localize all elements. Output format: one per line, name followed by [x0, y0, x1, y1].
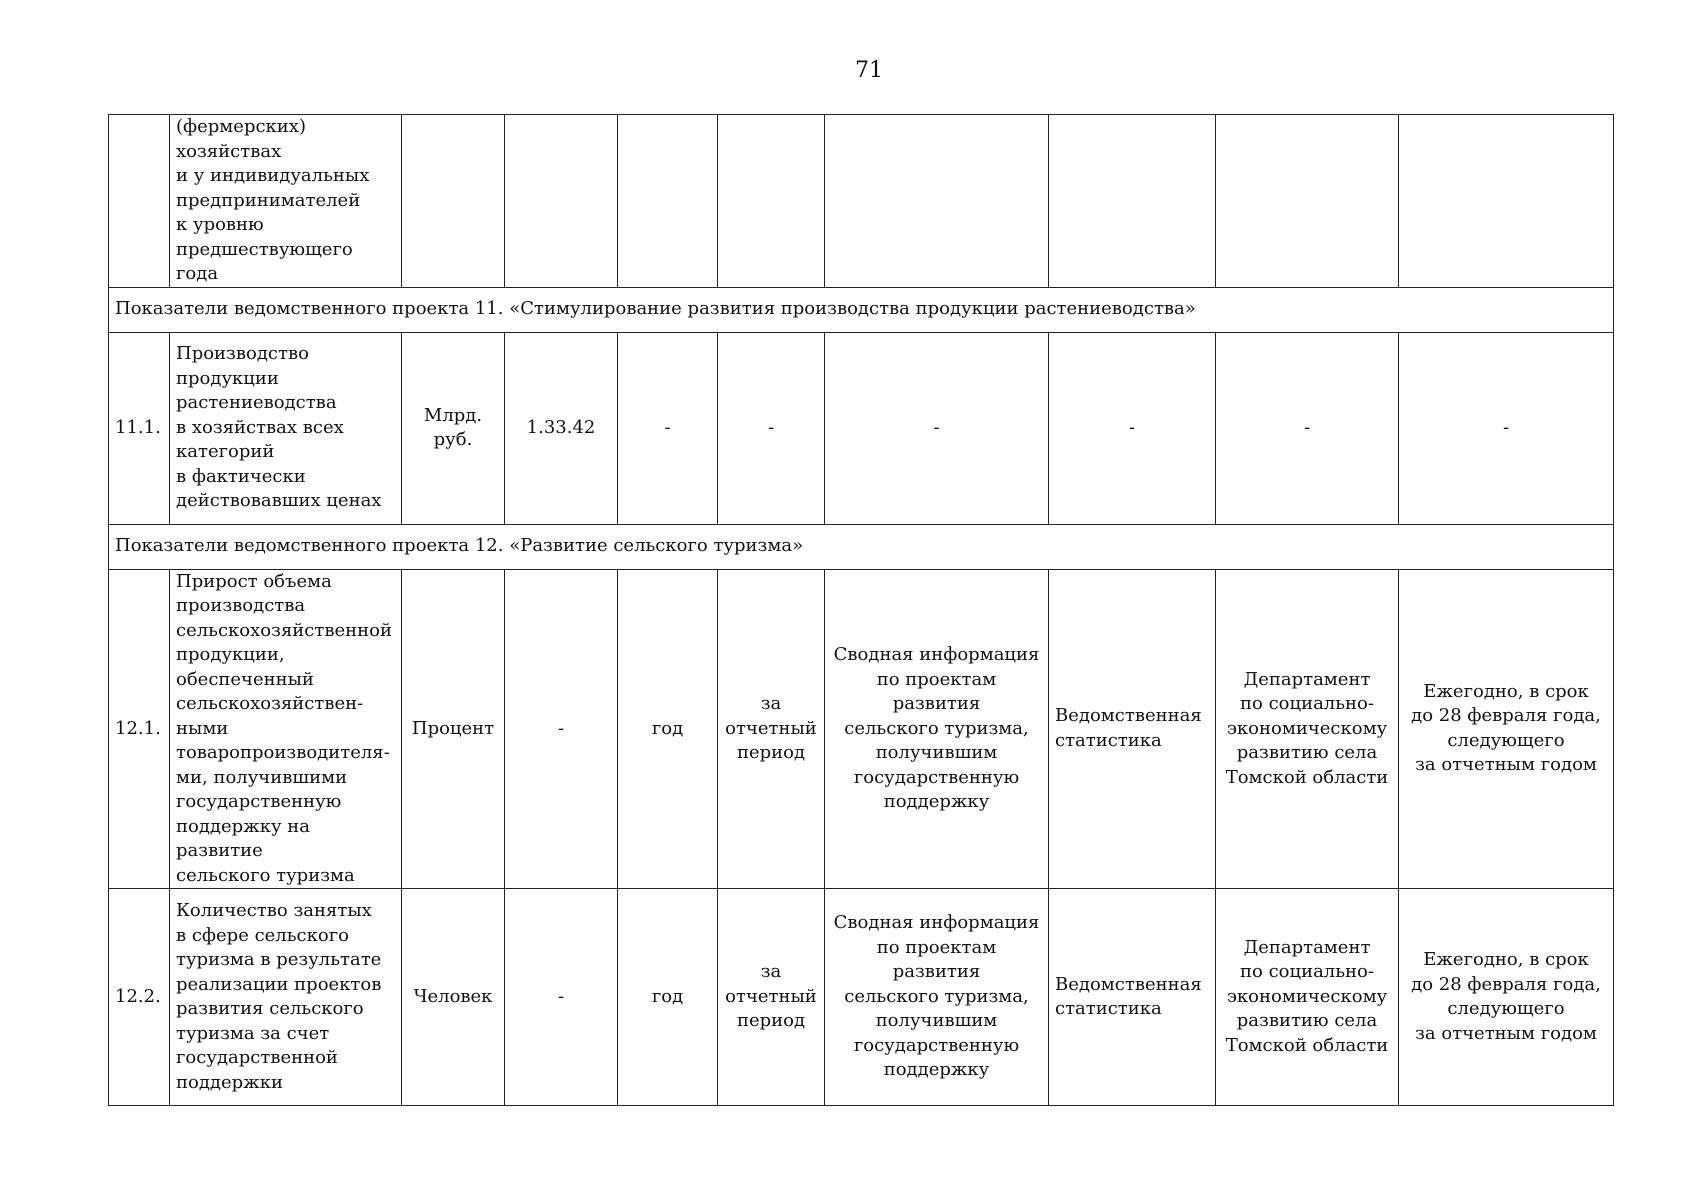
cell-unit: Млрд. руб. — [402, 332, 505, 524]
cell-unit — [402, 115, 505, 288]
cell-num: 12.2. — [109, 889, 170, 1106]
cell-unit: Процент — [402, 569, 505, 889]
indicators-table — [108, 114, 1614, 1106]
cell-deadline: Ежегодно, в срок до 28 февраля года, следующего за отчетным годом — [1399, 569, 1614, 889]
cell-source: Сводная информация по проектам развития сельского туризма, получившим государственную поддержку — [825, 889, 1049, 1106]
cell-num: 11.1. — [109, 332, 170, 524]
cell-responsible: Департамент по социально- экономическому развитию села Томской области — [1216, 569, 1399, 889]
cell-deadline: - — [1399, 332, 1614, 524]
cell-period: год — [618, 569, 718, 889]
cell-code: - — [505, 569, 618, 889]
cell-source: Сводная информация по проектам развития сельского туризма, получившим государственную поддержку — [825, 569, 1049, 889]
section-heading-12: Показатели ведомственного проекта 12. «Развитие сельского туризма» — [109, 524, 1614, 569]
cell-code — [505, 115, 618, 288]
cell-num: 12.1. — [109, 569, 170, 889]
cell-source — [825, 115, 1049, 288]
cell-method — [1049, 115, 1216, 288]
section-heading-11: Показатели ведомственного проекта 11. «Стимулирование развития производства продукции растениеводства» — [109, 287, 1614, 332]
cell-num — [109, 115, 170, 288]
cell-type: за отчетный период — [718, 569, 825, 889]
table-row-12-1 — [109, 569, 1614, 889]
table-row-12-2 — [109, 889, 1614, 1106]
cell-responsible: Департамент по социально- экономическому развитию села Томской области — [1216, 889, 1399, 1106]
cell-period — [618, 115, 718, 288]
cell-method: Ведомственная статистика — [1049, 569, 1216, 889]
table-row-continuation — [109, 115, 1614, 288]
cell-code: 1.33.42 — [505, 332, 618, 524]
cell-type: за отчетный период — [718, 889, 825, 1106]
cell-code: - — [505, 889, 618, 1106]
cell-responsible — [1216, 115, 1399, 288]
cell-indicator-name: Прирост объема производства сельскохозяйственной продукции, обеспеченный сельскохозяйствен- ными товаропроизводителя- ми, получившими государственную поддержку на развитие сельского туризма — [170, 569, 402, 889]
page-number: 71 — [855, 58, 883, 83]
table-row-11-1 — [109, 332, 1614, 524]
cell-source: - — [825, 332, 1049, 524]
cell-deadline: Ежегодно, в срок до 28 февраля года, следующего за отчетным годом — [1399, 889, 1614, 1106]
cell-indicator-name: Количество занятых в сфере сельского туризма в результате реализации проектов развития сельского туризма за счет государственной поддержки — [170, 889, 402, 1106]
section-row-12 — [109, 524, 1614, 569]
cell-responsible: - — [1216, 332, 1399, 524]
cell-method: - — [1049, 332, 1216, 524]
section-row-11 — [109, 287, 1614, 332]
cell-period: год — [618, 889, 718, 1106]
cell-method: Ведомственная статистика — [1049, 889, 1216, 1106]
cell-indicator-name: (фермерских) хозяйствах и у индивидуальных предпринимателей к уровню предшествующего года — [170, 115, 402, 288]
cell-unit: Человек — [402, 889, 505, 1106]
cell-indicator-name: Производство продукции растениеводства в хозяйствах всех категорий в фактически действовавших ценах — [170, 332, 402, 524]
cell-period: - — [618, 332, 718, 524]
cell-type: - — [718, 332, 825, 524]
cell-type — [718, 115, 825, 288]
cell-deadline — [1399, 115, 1614, 288]
